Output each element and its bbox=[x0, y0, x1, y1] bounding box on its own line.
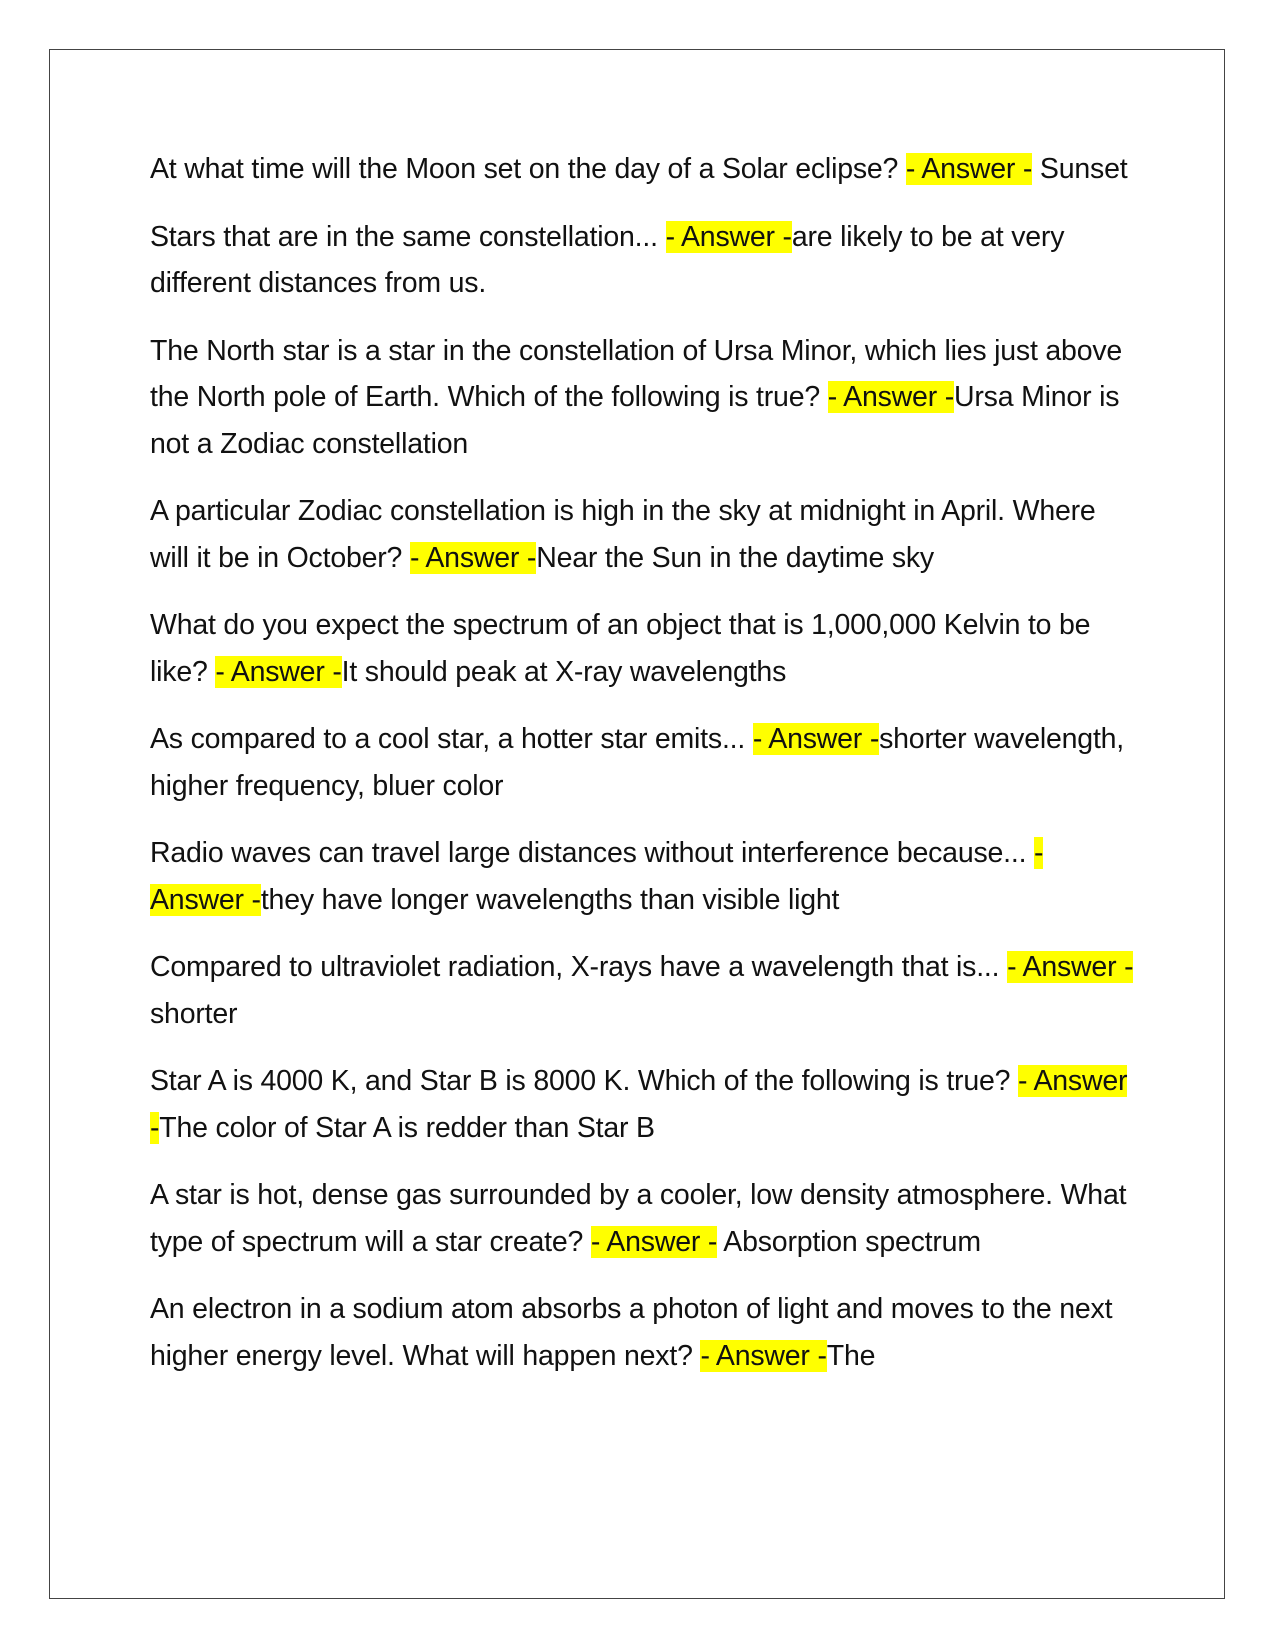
answer-marker: - Answer - bbox=[665, 220, 792, 253]
qa-item bbox=[150, 488, 1135, 581]
qa-item bbox=[150, 328, 1135, 468]
qa-item bbox=[150, 944, 1135, 1037]
question-text: Stars that are in the same constellation... bbox=[150, 220, 666, 253]
question-text: An electron in a sodium atom absorbs a photon of light and moves to the next higher energy level. What will happen next? bbox=[150, 1293, 1113, 1372]
answer-marker: - Answer - bbox=[1007, 951, 1134, 983]
answer-text: Near the Sun in the daytime sky bbox=[536, 541, 934, 574]
qa-item bbox=[150, 602, 1135, 695]
answer-text: It should peak at X-ray wavelengths bbox=[341, 655, 787, 688]
answer-marker: - Answer - bbox=[150, 1065, 1128, 1144]
answer-marker: - Answer - bbox=[827, 381, 954, 413]
question-text: What do you expect the spectrum of an object that is 1,000,000 Kelvin to be like? bbox=[150, 609, 1091, 688]
qa-item bbox=[150, 146, 1135, 193]
question-text: At what time will the Moon set on the day of a Solar eclipse? bbox=[150, 153, 906, 185]
question-text: A star is hot, dense gas surrounded by a cooler, low density atmosphere. What type of spectrum will a star create? bbox=[150, 1179, 1127, 1258]
answer-marker: - Answer - bbox=[700, 1339, 827, 1372]
question-text: Radio waves can travel large distances without interference because... bbox=[150, 837, 1035, 869]
qa-item bbox=[150, 1172, 1135, 1265]
question-text: As compared to a cool star, a hotter star emits... bbox=[150, 723, 753, 755]
qa-item bbox=[150, 1286, 1135, 1379]
answer-marker: - Answer - bbox=[215, 655, 342, 688]
answer-marker: - Answer - bbox=[752, 723, 880, 755]
answer-text: shorter bbox=[150, 997, 238, 1030]
answer-text: shorter wavelength, higher frequency, bluer color bbox=[150, 723, 1125, 802]
qa-item bbox=[150, 716, 1135, 809]
answer-marker: - Answer - bbox=[590, 1225, 718, 1258]
answer-text: Absorption spectrum bbox=[717, 1225, 981, 1258]
question-text: Star A is 4000 K, and Star B is 8000 K. Which of the following is true? bbox=[150, 1065, 1019, 1097]
answer-text: Ursa Minor is not a Zodiac constellation bbox=[150, 381, 1120, 460]
qa-item bbox=[150, 1058, 1135, 1151]
document-body bbox=[150, 146, 1135, 1400]
answer-text: The bbox=[826, 1339, 876, 1372]
answer-text: are likely to be at very different distances from us. bbox=[150, 220, 1065, 299]
answer-text: Sunset bbox=[1032, 153, 1128, 185]
qa-item bbox=[150, 214, 1135, 307]
qa-item bbox=[150, 830, 1135, 923]
question-text: Compared to ultraviolet radiation, X-rays have a wavelength that is... bbox=[150, 951, 1008, 983]
answer-marker: - Answer - bbox=[150, 837, 1044, 916]
question-text: A particular Zodiac constellation is high in the sky at midnight in April. Where will it be in October? bbox=[150, 495, 1096, 574]
answer-marker: - Answer - bbox=[905, 153, 1033, 185]
answer-text: The color of Star A is redder than Star B bbox=[159, 1111, 655, 1144]
question-text: The North star is a star in the constellation of Ursa Minor, which lies just above the North pole of Earth. Which of the following is true? bbox=[150, 334, 1123, 413]
answer-text: they have longer wavelengths than visible light bbox=[260, 883, 840, 916]
answer-marker: - Answer - bbox=[409, 541, 537, 574]
